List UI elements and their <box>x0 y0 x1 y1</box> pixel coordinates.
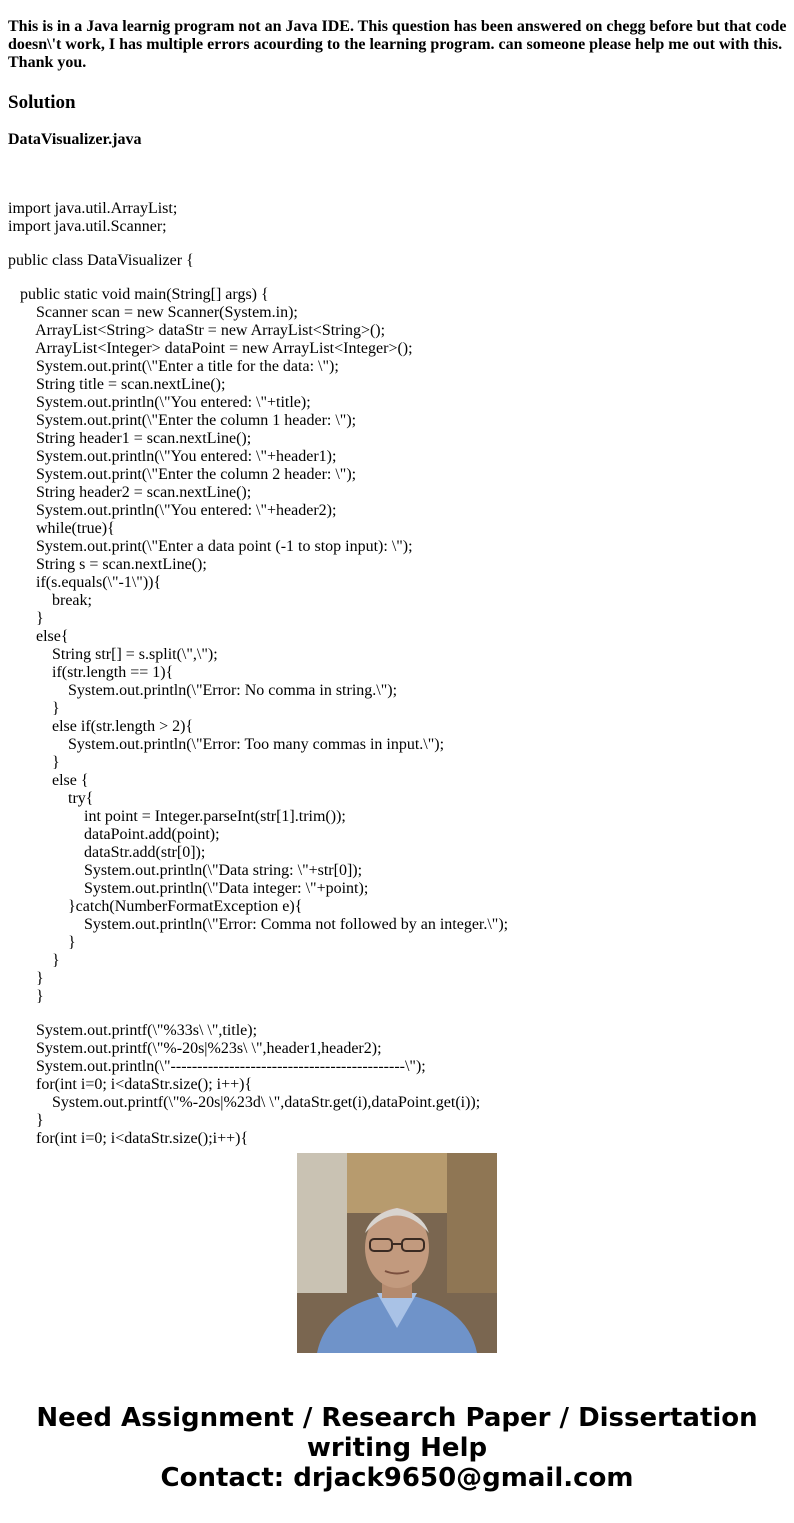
code-line: } <box>8 754 60 771</box>
promo-contact: Contact: drjack9650@gmail.com <box>160 1463 634 1493</box>
code-line: } <box>8 610 44 627</box>
code-line: for(int i=0; i<dataStr.size();i++){ <box>8 1130 249 1147</box>
author-photo-icon <box>297 1153 497 1353</box>
code-line: System.out.println(\"You entered: \"+title); <box>8 394 311 411</box>
code-line: else if(str.length > 2){ <box>8 718 194 735</box>
author-avatar <box>297 1153 497 1353</box>
code-line: }catch(NumberFormatException e){ <box>8 898 303 915</box>
code-line: System.out.print(\"Enter the column 1 header: \"); <box>8 412 357 429</box>
code-line: int point = Integer.parseInt(str[1].trim()); <box>8 808 346 825</box>
code-line <box>8 184 788 200</box>
code-line: if(str.length == 1){ <box>8 664 174 681</box>
code-line: ArrayList<Integer> dataPoint = new ArrayList<Integer>(); <box>8 340 413 357</box>
promo-banner <box>0 1403 794 1493</box>
code-line: Scanner scan = new Scanner(System.in); <box>8 304 298 321</box>
code-line: System.out.println(\"Error: Comma not followed by an integer.\"); <box>8 916 509 933</box>
code-line: ArrayList<String> dataStr = new ArrayList<String>(); <box>8 322 386 339</box>
code-line: System.out.printf(\"%-20s|%23s\ \",header1,header2); <box>8 1040 382 1057</box>
code-line <box>8 1006 788 1022</box>
code-line: break; <box>8 592 92 609</box>
code-line <box>8 236 788 252</box>
code-line: System.out.println(\"You entered: \"+header1); <box>8 448 337 465</box>
code-line: System.out.println(\"Data integer: \"+point); <box>8 880 369 897</box>
question-text: This is in a Java learnig program not an Java IDE. This question has been answered on chegg before but that code doesn\'t work, I has multiple errors acourding to the learning program. can someone please help me out with this. Thank you. <box>8 18 787 71</box>
code-line: public static void main(String[] args) { <box>8 286 269 303</box>
file-title: DataVisualizer.java <box>8 131 142 148</box>
code-line: dataStr.add(str[0]); <box>8 844 206 861</box>
code-line: try{ <box>8 790 94 807</box>
code-line: public class DataVisualizer { <box>8 252 194 269</box>
code-line: for(int i=0; i<dataStr.size(); i++){ <box>8 1076 253 1093</box>
code-line: import java.util.ArrayList; <box>8 200 178 217</box>
code-line: else { <box>8 772 89 789</box>
code-line: String s = scan.nextLine(); <box>8 556 207 573</box>
code-line: System.out.printf(\"%-20s|%23d\ \",dataStr.get(i),dataPoint.get(i)); <box>8 1094 481 1111</box>
code-line: System.out.println(\"You entered: \"+header2); <box>8 502 337 519</box>
code-line: else{ <box>8 628 69 645</box>
code-line: System.out.print(\"Enter the column 2 header: \"); <box>8 466 357 483</box>
code-line: import java.util.Scanner; <box>8 218 167 235</box>
code-line: System.out.printf(\"%33s\ \",title); <box>8 1022 258 1039</box>
promo-line-2: writing Help <box>306 1433 488 1463</box>
code-line: } <box>8 934 76 951</box>
code-line: System.out.println(\"Data string: \"+str[0]); <box>8 862 363 879</box>
code-line: } <box>8 700 60 717</box>
code-line: System.out.print(\"Enter a title for the data: \"); <box>8 358 339 375</box>
code-line: if(s.equals(\"-1\")){ <box>8 574 162 591</box>
code-line: System.out.println(\"--------------------------------------------\"); <box>8 1058 426 1075</box>
code-line: System.out.println(\"Error: No comma in string.\"); <box>8 682 398 699</box>
code-line: String header1 = scan.nextLine(); <box>8 430 252 447</box>
promo-line-1: Need Assignment / Research Paper / Dissertation <box>36 1403 758 1433</box>
code-line: while(true){ <box>8 520 115 537</box>
code-line: System.out.print(\"Enter a data point (-1 to stop input): \"); <box>8 538 413 555</box>
solution-heading: Solution <box>8 92 76 113</box>
code-line: } <box>8 1112 44 1129</box>
code-line: } <box>8 952 60 969</box>
code-line: System.out.println(\"Error: Too many commas in input.\"); <box>8 736 445 753</box>
code-line: String header2 = scan.nextLine(); <box>8 484 252 501</box>
code-line: } <box>8 970 44 987</box>
code-block <box>8 184 788 1147</box>
code-line: String str[] = s.split(\",\"); <box>8 646 218 663</box>
code-line <box>8 270 788 286</box>
code-line: String title = scan.nextLine(); <box>8 376 226 393</box>
code-line: } <box>8 988 44 1005</box>
code-line: dataPoint.add(point); <box>8 826 220 843</box>
